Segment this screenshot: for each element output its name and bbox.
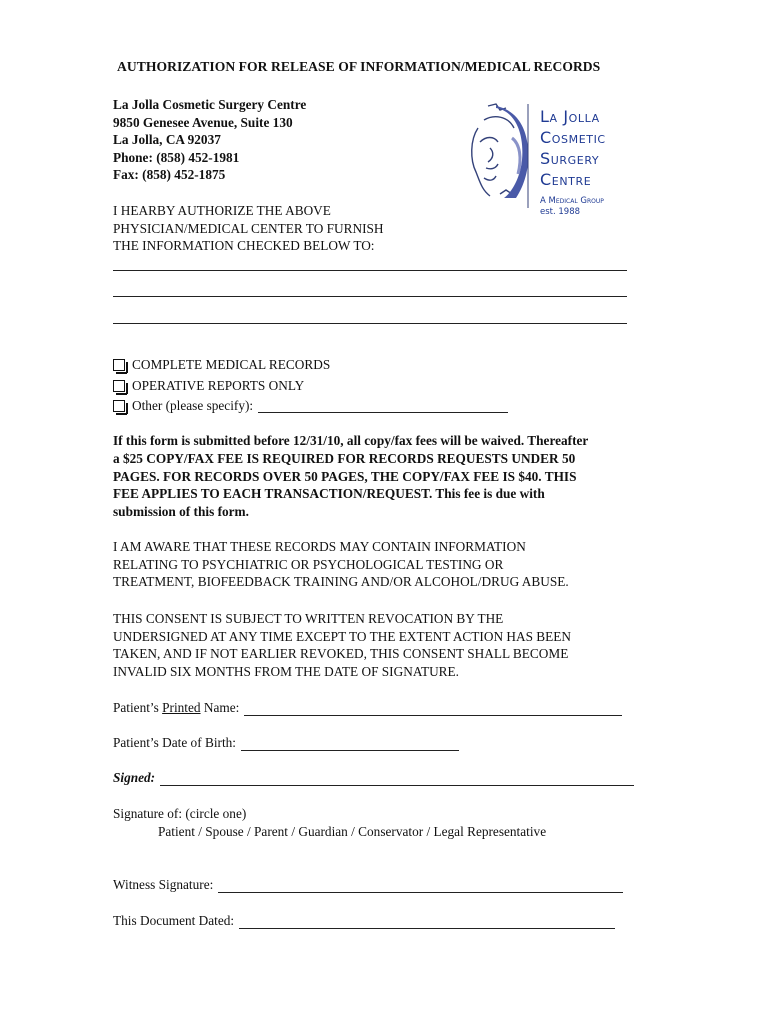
consent-line-4: INVALID SIX MONTHS FROM THE DATE OF SIGNATURE.: [113, 663, 459, 679]
logo-line-1: La Jolla: [540, 107, 600, 126]
logo-line-3: Surgery: [540, 149, 600, 168]
checkbox-other[interactable]: [113, 400, 125, 412]
practice-city: La Jolla, CA 92037: [113, 132, 221, 148]
witness-row: [113, 877, 623, 893]
logo-line-4: Centre: [540, 170, 592, 189]
name-label-printed: Printed: [162, 700, 201, 715]
logo-established: est. 1988: [540, 207, 581, 217]
document-date-row: [113, 913, 615, 929]
records-options: [113, 355, 508, 417]
practice-phone: Phone: (858) 452-1981: [113, 149, 240, 165]
patient-dob-row: [113, 735, 459, 751]
recipient-line-3[interactable]: [113, 323, 627, 324]
aware-line-1: I AM AWARE THAT THESE RECORDS MAY CONTAIN INFORMATION: [113, 539, 526, 554]
checkbox-complete[interactable]: [113, 359, 125, 371]
name-label-prefix: Patient’s: [113, 700, 163, 715]
fee-line-1: If this form is submitted before 12/31/10, all copy/fax fees will be waived. Thereafter: [113, 433, 589, 448]
patient-dob-field[interactable]: [241, 737, 459, 751]
fee-line-4: FEE APPLIES TO EACH TRANSACTION/REQUEST. This fee is due with: [113, 486, 545, 502]
awareness-statement: [113, 538, 653, 591]
practice-street: 9850 Genesee Avenue, Suite 130: [113, 114, 293, 130]
consent-line-2: UNDERSIGNED AT ANY TIME EXCEPT TO THE EXTENT ACTION HAS BEEN: [113, 628, 572, 644]
fee-line-5: submission of this form.: [113, 504, 249, 520]
aware-line-2: RELATING TO PSYCHIATRIC OR PSYCHOLOGICAL TESTING OR: [113, 556, 504, 572]
patient-name-label: [113, 700, 239, 716]
name-label-suffix: Name:: [200, 700, 240, 715]
other-specify-field[interactable]: [258, 399, 508, 413]
recipient-line-1[interactable]: [113, 270, 627, 271]
consent-statement: [113, 610, 653, 680]
practice-address: [113, 96, 306, 184]
practice-fax: Fax: (858) 452-1875: [113, 167, 226, 183]
fee-line-2: a $25 COPY/FAX FEE IS REQUIRED FOR RECORDS REQUESTS UNDER 50: [113, 450, 576, 466]
document-date-label: This Document Dated:: [113, 913, 235, 928]
checkbox-operative[interactable]: [113, 380, 125, 392]
option-other[interactable]: [113, 396, 508, 417]
practice-logo: [460, 98, 640, 224]
authorize-line-3: THE INFORMATION CHECKED BELOW TO:: [113, 238, 375, 254]
aware-line-3: TREATMENT, BIOFEEDBACK TRAINING AND/OR ALCOHOL/DRUG ABUSE.: [113, 574, 569, 590]
option-complete-label: COMPLETE MEDICAL RECORDS: [132, 357, 331, 372]
option-complete-records[interactable]: [113, 355, 508, 376]
authorize-line-1: I HEARBY AUTHORIZE THE ABOVE: [113, 203, 331, 218]
option-other-label: Other (please specify):: [132, 398, 254, 413]
patient-dob-label: Patient’s Date of Birth:: [113, 735, 236, 750]
consent-line-1: THIS CONSENT IS SUBJECT TO WRITTEN REVOCATION BY THE: [113, 611, 504, 626]
witness-signature-field[interactable]: [218, 879, 623, 893]
authorization-statement: [113, 202, 384, 255]
signature-of-label: Signature of: (circle one): [113, 806, 247, 821]
signer-role-options[interactable]: Patient / Spouse / Parent / Guardian / Conservator / Legal Representative: [158, 824, 547, 839]
authorize-line-2: PHYSICIAN/MEDICAL CENTER TO FURNISH: [113, 220, 384, 236]
document-date-field[interactable]: [239, 915, 615, 929]
option-operative-reports[interactable]: [113, 376, 508, 397]
fee-notice: [113, 432, 653, 521]
fee-line-3: PAGES. FOR RECORDS OVER 50 PAGES, THE COPY/FAX FEE IS $40. THIS: [113, 468, 577, 484]
signed-row: [113, 770, 634, 786]
patient-name-field[interactable]: [244, 702, 622, 716]
consent-line-3: TAKEN, AND IF NOT EARLIER REVOKED, THIS CONSENT SHALL BECOME: [113, 646, 569, 662]
witness-label: Witness Signature:: [113, 877, 214, 892]
signature-field[interactable]: [160, 772, 634, 786]
logo-line-2: Cosmetic: [540, 128, 606, 147]
recipient-line-2[interactable]: [113, 296, 627, 297]
practice-name: La Jolla Cosmetic Surgery Centre: [113, 97, 307, 112]
logo-tagline: A Medical Group: [540, 196, 604, 206]
document-title: AUTHORIZATION FOR RELEASE OF INFORMATION/MEDICAL RECORDS: [117, 59, 601, 74]
patient-name-row: [113, 700, 622, 716]
option-operative-label: OPERATIVE REPORTS ONLY: [132, 377, 305, 393]
signed-label: Signed:: [113, 770, 156, 785]
